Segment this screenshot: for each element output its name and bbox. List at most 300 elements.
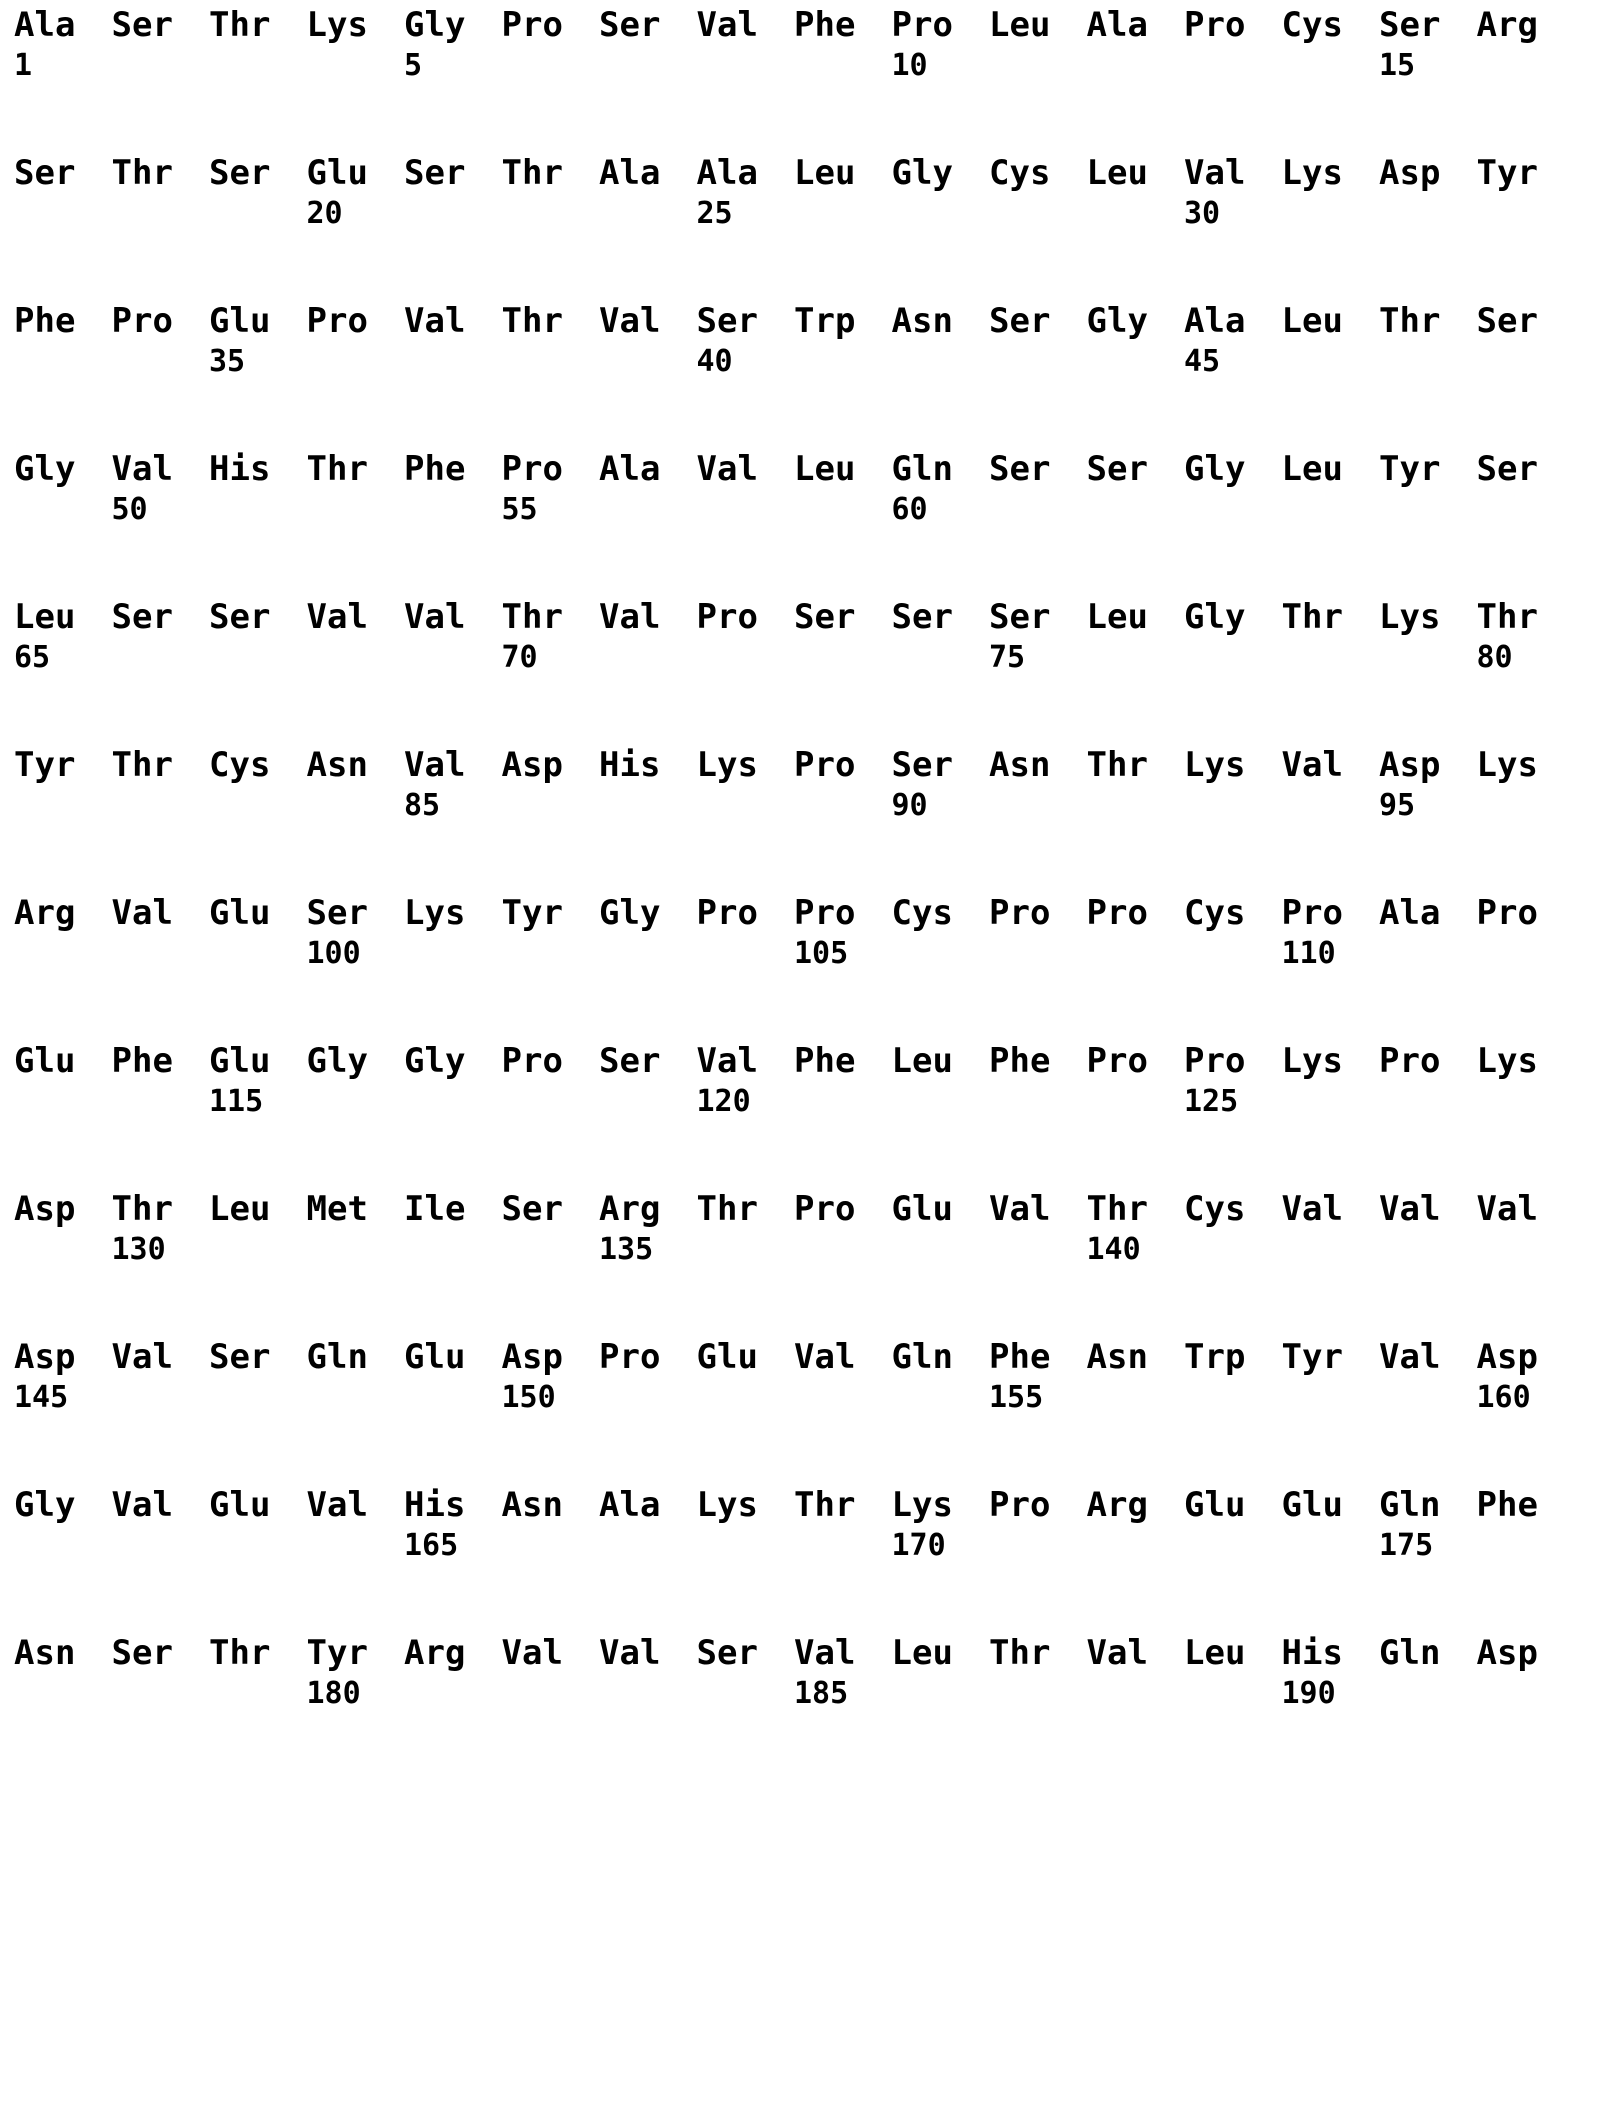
residue-number [989, 1674, 1087, 1714]
residue: Ala [599, 449, 661, 489]
residue: Thr [501, 301, 563, 341]
residue: Ser [501, 1189, 563, 1229]
residue-number [112, 638, 210, 678]
residue: Gly [599, 893, 661, 933]
residue: Gln [1379, 1633, 1441, 1673]
residue-number [1087, 490, 1185, 530]
residue-number [14, 490, 112, 530]
residue: Cys [891, 893, 953, 933]
residue: Pro [696, 597, 758, 637]
residue-number: 65 [14, 640, 51, 675]
residue-number [502, 1526, 600, 1566]
residue: Val [404, 597, 466, 637]
sequence-block [14, 1188, 1592, 1270]
residue-number [14, 194, 112, 234]
residue-number [112, 194, 210, 234]
residue: Glu [14, 1041, 76, 1081]
residue-number [599, 1082, 697, 1122]
residue-number: 75 [989, 640, 1026, 675]
residue-number [1379, 934, 1477, 974]
residue: Ser [1476, 301, 1538, 341]
residue-number-row [14, 1378, 1592, 1418]
residue: Val [111, 449, 173, 489]
residue-number: 90 [891, 788, 928, 823]
residue: Gln [306, 1337, 368, 1377]
residue: Val [404, 745, 466, 785]
residue: Pro [1086, 893, 1148, 933]
residue-number [599, 342, 697, 382]
residue: Thr [209, 1633, 271, 1673]
residue: Ser [209, 597, 271, 637]
residue: Asp [14, 1189, 76, 1229]
residue: Ser [599, 1041, 661, 1081]
residue: Gln [891, 449, 953, 489]
residue-number: 80 [1476, 640, 1513, 675]
residue: Asn [306, 745, 368, 785]
residue: Ser [1086, 449, 1148, 489]
residue-number [1379, 194, 1477, 234]
residue-number [307, 1378, 405, 1418]
residue: Pro [599, 1337, 661, 1377]
residue-number [307, 490, 405, 530]
residue: Pro [501, 449, 563, 489]
residue-number [892, 1378, 990, 1418]
residue: Leu [891, 1041, 953, 1081]
residue-number [794, 46, 892, 86]
residue-number [112, 342, 210, 382]
residue-number [307, 342, 405, 382]
residue: Cys [1184, 1189, 1246, 1229]
residue: Leu [989, 5, 1051, 45]
residue-row [14, 596, 1592, 638]
residue: Val [599, 1633, 661, 1673]
residue: Ser [404, 153, 466, 193]
residue-number [209, 934, 307, 974]
residue: Tyr [14, 745, 76, 785]
residue: Phe [989, 1041, 1051, 1081]
residue: Lys [1184, 745, 1246, 785]
residue-number: 140 [1086, 1232, 1141, 1267]
residue-number-row [14, 638, 1592, 678]
residue: Gly [404, 5, 466, 45]
residue-number [1184, 1378, 1282, 1418]
residue: Gly [14, 1485, 76, 1525]
residue: His [599, 745, 661, 785]
residue: Phe [794, 5, 856, 45]
residue: Glu [209, 1485, 271, 1525]
residue-number [1184, 46, 1282, 86]
residue-number [502, 934, 600, 974]
residue: Thr [111, 153, 173, 193]
residue-number: 175 [1379, 1528, 1434, 1563]
residue: Gln [1379, 1485, 1441, 1525]
residue-number: 45 [1184, 344, 1221, 379]
residue-number [1379, 638, 1477, 678]
residue-number: 120 [696, 1084, 751, 1119]
residue: Thr [501, 153, 563, 193]
residue: Thr [794, 1485, 856, 1525]
residue-number [307, 1082, 405, 1122]
residue: Ser [599, 5, 661, 45]
residue-number [697, 1674, 795, 1714]
residue: Cys [1281, 5, 1343, 45]
residue: Leu [794, 449, 856, 489]
residue-number [989, 1082, 1087, 1122]
residue: Asn [1086, 1337, 1148, 1377]
residue: Glu [209, 301, 271, 341]
residue-number [502, 46, 600, 86]
residue: Phe [404, 449, 466, 489]
residue-number [697, 638, 795, 678]
residue: Thr [1379, 301, 1441, 341]
residue: Gly [1184, 597, 1246, 637]
residue: Lys [1379, 597, 1441, 637]
residue: Tyr [501, 893, 563, 933]
residue-number [1477, 786, 1575, 826]
residue-number [989, 934, 1087, 974]
residue: Lys [696, 745, 758, 785]
residue: Glu [306, 153, 368, 193]
residue-number: 160 [1476, 1380, 1531, 1415]
residue-number [1087, 1082, 1185, 1122]
residue: Gly [1086, 301, 1148, 341]
residue-number: 5 [404, 48, 423, 83]
residue-number [502, 1674, 600, 1714]
residue-number [1477, 342, 1575, 382]
residue-number [794, 1378, 892, 1418]
residue: His [209, 449, 271, 489]
residue-number [697, 1378, 795, 1418]
sequence-block [14, 596, 1592, 678]
residue: Val [404, 301, 466, 341]
residue-number: 30 [1184, 196, 1221, 231]
residue: Val [599, 301, 661, 341]
residue-number [794, 1526, 892, 1566]
residue: Asp [14, 1337, 76, 1377]
sequence-block [14, 1336, 1592, 1418]
residue: Ser [111, 1633, 173, 1673]
residue-number [1087, 1526, 1185, 1566]
residue: Lys [1281, 153, 1343, 193]
residue: Leu [1086, 153, 1148, 193]
residue-number [404, 1230, 502, 1270]
residue: Ser [209, 1337, 271, 1377]
residue-number [209, 490, 307, 530]
residue: Ser [989, 301, 1051, 341]
residue-number [599, 786, 697, 826]
residue-number: 145 [14, 1380, 69, 1415]
residue-number [1184, 490, 1282, 530]
residue-number [599, 934, 697, 974]
residue-row [14, 1188, 1592, 1230]
residue: Pro [501, 1041, 563, 1081]
residue-number [1477, 1526, 1575, 1566]
residue: Lys [1281, 1041, 1343, 1081]
residue-number [1282, 46, 1380, 86]
residue-number: 70 [501, 640, 538, 675]
residue-number [14, 1230, 112, 1270]
residue-number: 10 [891, 48, 928, 83]
residue-number [1282, 490, 1380, 530]
residue-number [404, 638, 502, 678]
residue: Glu [696, 1337, 758, 1377]
residue-number: 85 [404, 788, 441, 823]
residue: Val [306, 597, 368, 637]
residue-number [209, 786, 307, 826]
residue: Ser [891, 597, 953, 637]
residue: Ser [696, 301, 758, 341]
residue: Asn [891, 301, 953, 341]
sequence-block [14, 744, 1592, 826]
residue: Val [1379, 1189, 1441, 1229]
residue-number [1379, 1230, 1477, 1270]
residue-number [404, 1674, 502, 1714]
residue: Pro [1281, 893, 1343, 933]
residue: Thr [306, 449, 368, 489]
residue-number [892, 638, 990, 678]
residue: Val [989, 1189, 1051, 1229]
residue: Pro [1184, 5, 1246, 45]
residue-number [1477, 46, 1575, 86]
residue-number [1087, 342, 1185, 382]
residue-number: 170 [891, 1528, 946, 1563]
residue-number-row [14, 934, 1592, 974]
residue: Val [599, 597, 661, 637]
residue: Ala [599, 153, 661, 193]
residue: Lys [306, 5, 368, 45]
residue: Thr [111, 745, 173, 785]
residue: Pro [306, 301, 368, 341]
residue-number [14, 786, 112, 826]
residue-number [1087, 934, 1185, 974]
residue: Pro [501, 5, 563, 45]
residue: Gly [14, 449, 76, 489]
residue: Glu [1184, 1485, 1246, 1525]
residue-number [112, 1378, 210, 1418]
residue-number [1379, 1674, 1477, 1714]
residue-number [209, 1526, 307, 1566]
residue-number-row [14, 490, 1592, 530]
residue: Leu [1184, 1633, 1246, 1673]
residue: Gly [306, 1041, 368, 1081]
residue-number [599, 46, 697, 86]
residue-number: 110 [1281, 936, 1336, 971]
residue: Leu [1086, 597, 1148, 637]
residue-number [502, 342, 600, 382]
residue-number [599, 1674, 697, 1714]
residue: Ala [1086, 5, 1148, 45]
residue: Arg [1086, 1485, 1148, 1525]
residue: Val [111, 893, 173, 933]
residue: Thr [209, 5, 271, 45]
residue-number: 40 [696, 344, 733, 379]
residue-number: 185 [794, 1676, 849, 1711]
residue: Pro [794, 745, 856, 785]
residue-number [307, 1230, 405, 1270]
residue: Phe [989, 1337, 1051, 1377]
residue: Ser [209, 153, 271, 193]
residue-number [989, 342, 1087, 382]
residue: Cys [209, 745, 271, 785]
residue: Asn [14, 1633, 76, 1673]
residue-number [794, 1230, 892, 1270]
residue-number-row [14, 46, 1592, 86]
residue-row [14, 1632, 1592, 1674]
residue: Phe [14, 301, 76, 341]
residue: Val [1476, 1189, 1538, 1229]
residue-number: 165 [404, 1528, 459, 1563]
residue-number [209, 194, 307, 234]
sequence-block [14, 1040, 1592, 1122]
sequence-block [14, 300, 1592, 382]
residue-number [1184, 638, 1282, 678]
residue: Leu [209, 1189, 271, 1229]
residue-number [1477, 490, 1575, 530]
residue: Glu [404, 1337, 466, 1377]
residue: Thr [1086, 745, 1148, 785]
residue: Gln [891, 1337, 953, 1377]
residue-number: 130 [111, 1232, 166, 1267]
residue: Ala [1184, 301, 1246, 341]
sequence-block [14, 448, 1592, 530]
residue-number [1087, 46, 1185, 86]
residue-number [1282, 1230, 1380, 1270]
residue-number [1184, 1526, 1282, 1566]
residue: Glu [1281, 1485, 1343, 1525]
residue-number: 135 [599, 1232, 654, 1267]
residue-number [989, 1526, 1087, 1566]
residue: Ser [696, 1633, 758, 1673]
residue: Asp [1379, 153, 1441, 193]
residue-number: 115 [209, 1084, 264, 1119]
residue: Ser [794, 597, 856, 637]
sequence-block [14, 892, 1592, 974]
residue-number [112, 786, 210, 826]
residue-number: 100 [306, 936, 361, 971]
residue-number [307, 46, 405, 86]
residue-number [697, 934, 795, 974]
residue-number [599, 1378, 697, 1418]
residue-number [599, 638, 697, 678]
residue-number: 25 [696, 196, 733, 231]
residue-number [1184, 1230, 1282, 1270]
residue-number: 50 [111, 492, 148, 527]
residue: Ser [306, 893, 368, 933]
residue-number-row [14, 194, 1592, 234]
residue: Glu [209, 893, 271, 933]
residue: Trp [794, 301, 856, 341]
residue-number [1282, 1082, 1380, 1122]
residue: Ala [1379, 893, 1441, 933]
residue-number [307, 638, 405, 678]
residue-number: 95 [1379, 788, 1416, 823]
residue-number [1477, 194, 1575, 234]
residue-number: 190 [1281, 1676, 1336, 1711]
residue-number [1379, 1378, 1477, 1418]
residue: Asp [1476, 1337, 1538, 1377]
residue-number [892, 934, 990, 974]
residue: Val [1184, 153, 1246, 193]
residue-number [989, 194, 1087, 234]
residue: Arg [404, 1633, 466, 1673]
residue-number [1477, 1230, 1575, 1270]
residue: Pro [794, 1189, 856, 1229]
residue-number [1282, 1378, 1380, 1418]
residue-number [209, 638, 307, 678]
residue: Thr [1281, 597, 1343, 637]
residue-number-row [14, 1674, 1592, 1714]
residue-number [502, 194, 600, 234]
residue-row [14, 4, 1592, 46]
residue-number-row [14, 1526, 1592, 1566]
residue-number [1087, 786, 1185, 826]
residue-number [1477, 1082, 1575, 1122]
sequence-block [14, 4, 1592, 86]
residue-number [307, 1526, 405, 1566]
residue-number [112, 1082, 210, 1122]
residue: Tyr [1476, 153, 1538, 193]
residue: Pro [696, 893, 758, 933]
residue-number [697, 46, 795, 86]
residue-number [892, 1082, 990, 1122]
residue: Gly [891, 153, 953, 193]
residue: Glu [891, 1189, 953, 1229]
residue: Lys [1476, 1041, 1538, 1081]
residue-number [14, 1526, 112, 1566]
residue-number [1282, 786, 1380, 826]
residue: Val [794, 1633, 856, 1673]
residue-number [1184, 934, 1282, 974]
residue-number [112, 1526, 210, 1566]
residue: Thr [111, 1189, 173, 1229]
residue: Phe [111, 1041, 173, 1081]
residue: Thr [1086, 1189, 1148, 1229]
residue-number [794, 194, 892, 234]
residue-number: 20 [306, 196, 343, 231]
residue-row [14, 152, 1592, 194]
residue: Phe [1476, 1485, 1538, 1525]
residue: Thr [1476, 597, 1538, 637]
residue-number [892, 1674, 990, 1714]
residue: Val [1379, 1337, 1441, 1377]
residue-number [404, 194, 502, 234]
residue-number [794, 786, 892, 826]
residue: Glu [209, 1041, 271, 1081]
residue-number-row [14, 786, 1592, 826]
residue: Ile [404, 1189, 466, 1229]
residue: Val [696, 1041, 758, 1081]
residue: Thr [696, 1189, 758, 1229]
residue-number-row [14, 342, 1592, 382]
residue: Asn [501, 1485, 563, 1525]
residue-number [697, 1526, 795, 1566]
residue: Ser [1379, 5, 1441, 45]
residue: Val [696, 449, 758, 489]
residue-number [599, 1526, 697, 1566]
residue-number [989, 490, 1087, 530]
residue-number: 125 [1184, 1084, 1239, 1119]
residue-number [697, 1230, 795, 1270]
residue: Ser [1476, 449, 1538, 489]
residue-number [1379, 1082, 1477, 1122]
residue-number [112, 46, 210, 86]
residue-number [307, 786, 405, 826]
residue: Leu [1281, 449, 1343, 489]
residue: Ala [599, 1485, 661, 1525]
residue: Tyr [306, 1633, 368, 1673]
residue-row [14, 1040, 1592, 1082]
residue-number [599, 194, 697, 234]
